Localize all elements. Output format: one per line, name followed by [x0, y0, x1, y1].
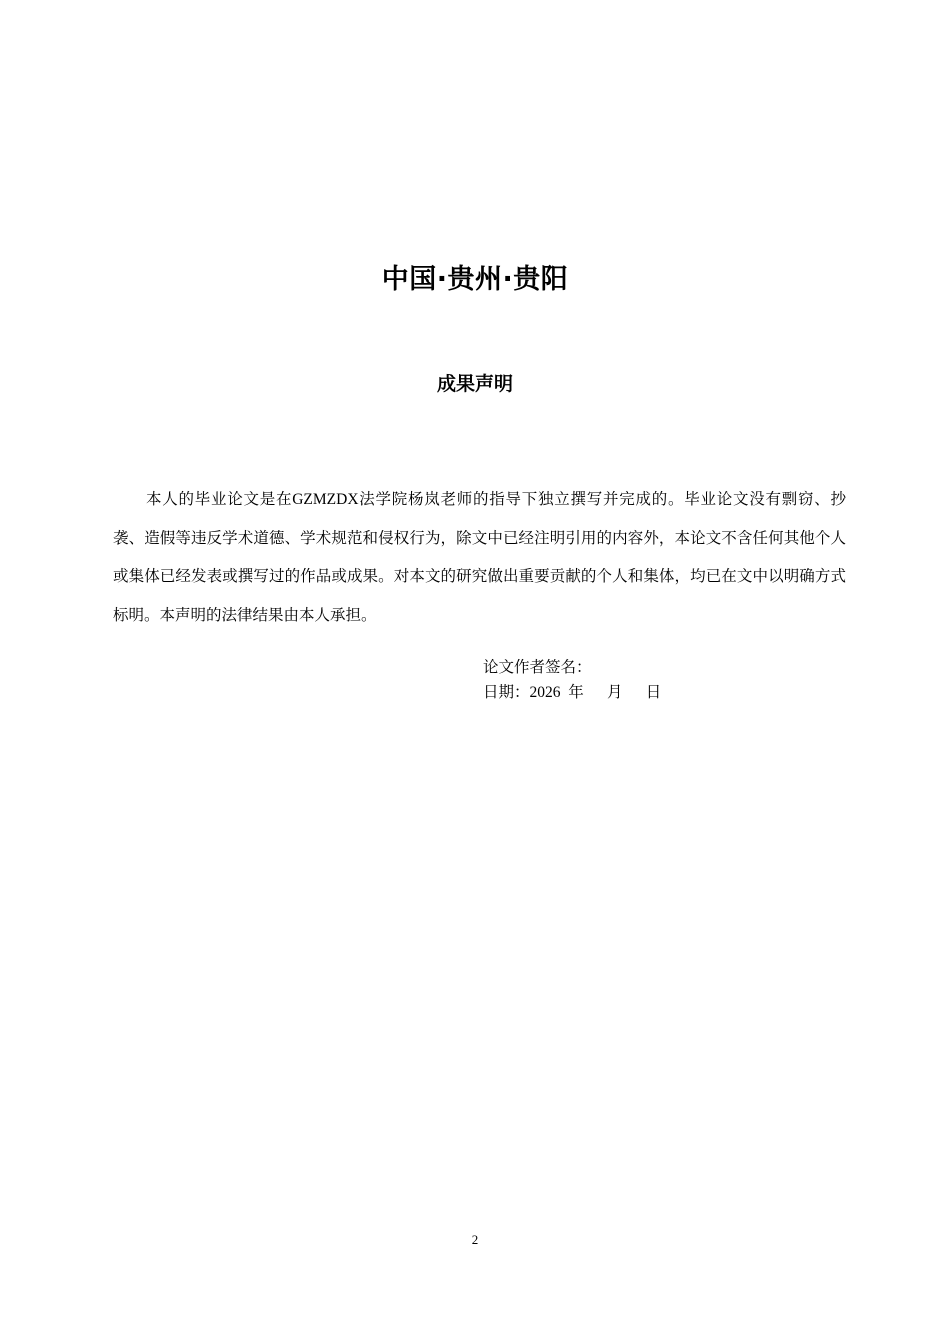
- location-title: 中国·贵州·贵阳: [381, 264, 569, 295]
- declaration-title: 成果声明: [436, 373, 513, 395]
- date-line: 日期：2026 年 月 日: [483, 684, 662, 701]
- declaration-body: 本人的毕业论文是在GZMZDX法学院杨岚老师的指导下独立撰写并完成的。毕业论文没有剽窃、抄袭、造假等违反学术道德、学术规范和侵权行为，除文中已经注明引用的内容外，本论文不含任何其他个人或集体已经发表或撰写过的作品或成果。对本文的研究做出重要贡献的个人和集体，均已在文中以明确方式标明。本声明的法律结果由本人承担。: [113, 491, 846, 624]
- signature-label: 论文作者签名：: [483, 659, 592, 676]
- signature-block: [483, 655, 783, 705]
- page-number: 2: [471, 1232, 479, 1247]
